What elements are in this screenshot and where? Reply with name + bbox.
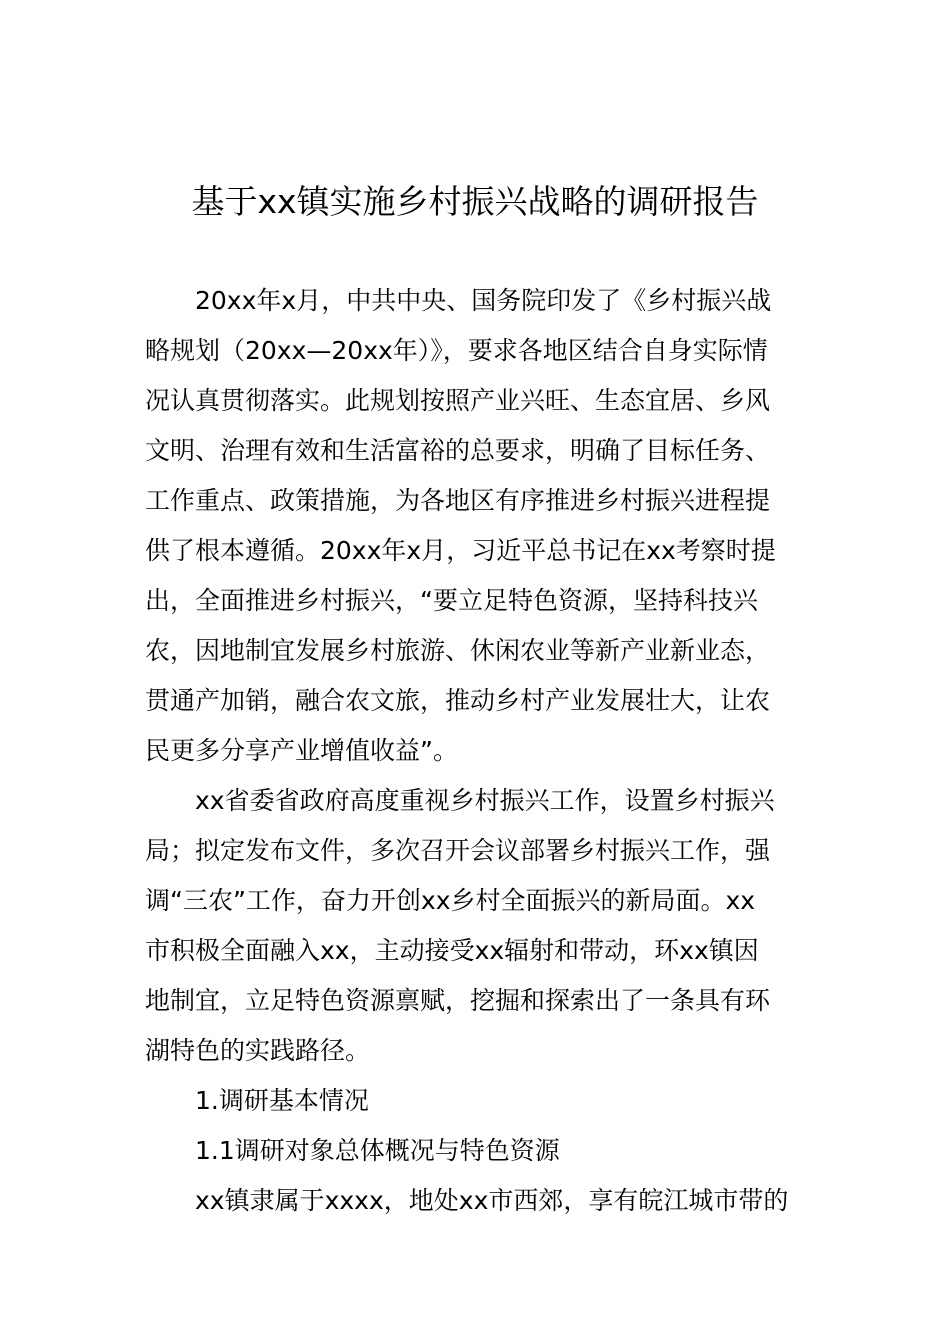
paragraph-line: 略规划（20xx—20xx年）》，要求各地区结合自身实际情 <box>145 336 768 365</box>
paragraph-line: 文明、治理有效和生活富裕的总要求，明确了目标任务、 <box>145 436 771 465</box>
document-body <box>145 276 807 1226</box>
paragraph-line: 局；拟定发布文件，多次召开会议部署乡村振兴工作，强 <box>145 836 771 865</box>
paragraph-line: 20xx年x月，中共中央、国务院印发了《乡村振兴战 <box>195 286 772 315</box>
section-heading: 1.调研基本情况 <box>195 1086 369 1115</box>
paragraph-line: 湖特色的实践路径。 <box>145 1036 371 1065</box>
paragraph-line: xx镇隶属于xxxx，地处xx市西郊，享有皖江城市带的 <box>195 1186 789 1215</box>
paragraph-line: 供了根本遵循。20xx年x月，习近平总书记在xx考察时提 <box>145 536 776 565</box>
paragraph-line: 民更多分享产业增值收益”。 <box>145 736 458 765</box>
paragraph-line: 农，因地制宜发展乡村旅游、休闲农业等新产业新业态， <box>145 636 771 665</box>
paragraph-line: 市积极全面融入xx，主动接受xx辐射和带动，环xx镇因 <box>145 936 759 965</box>
paragraph-line: 出，全面推进乡村振兴，“要立足特色资源，坚持科技兴 <box>145 586 758 615</box>
paragraph-line: 贯通产加销，融合农文旅，推动乡村产业发展壮大，让农 <box>145 686 771 715</box>
paragraph-line: 调“三农”工作，奋力开创xx乡村全面振兴的新局面。xx <box>145 886 756 915</box>
subsection-heading: 1.1调研对象总体概况与特色资源 <box>195 1136 560 1165</box>
document-title: 基于xx镇实施乡村振兴战略的调研报告 <box>191 182 759 221</box>
paragraph-line: xx省委省政府高度重视乡村振兴工作，设置乡村振兴 <box>195 786 775 815</box>
paragraph-line: 况认真贯彻落实。此规划按照产业兴旺、生态宜居、乡风 <box>145 386 771 415</box>
paragraph-line: 工作重点、政策措施，为各地区有序推进乡村振兴进程提 <box>145 486 771 515</box>
paragraph-line: 地制宜，立足特色资源禀赋，挖掘和探索出了一条具有环 <box>145 986 771 1015</box>
